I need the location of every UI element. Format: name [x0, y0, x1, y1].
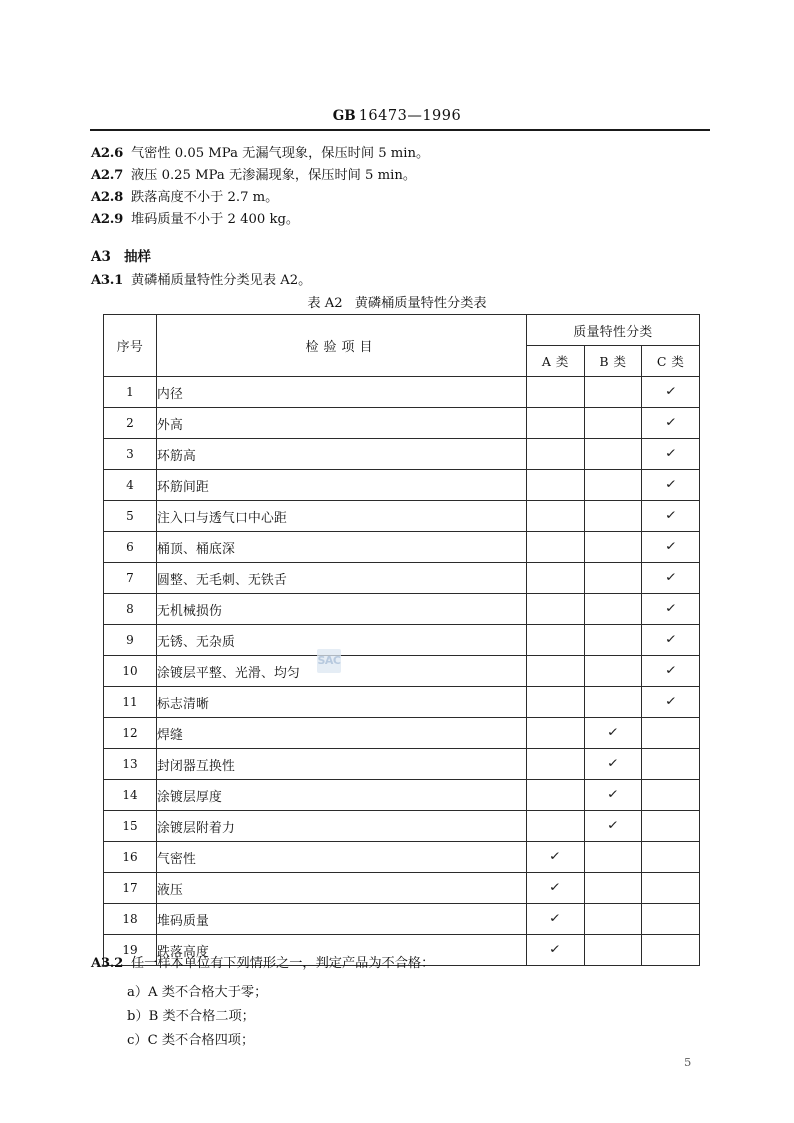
- table-header-row-top: [104, 315, 700, 346]
- column-header-sequence: 序号: [104, 315, 157, 377]
- cell-class-a-mark: [527, 501, 585, 532]
- table-row: [104, 625, 700, 656]
- checkmark-icon: ✓: [549, 879, 562, 894]
- cell-inspection-item: 气密性: [157, 842, 527, 873]
- cell-sequence: 2: [104, 408, 157, 439]
- clause-number: A2.6: [91, 146, 123, 161]
- cell-sequence: 5: [104, 501, 157, 532]
- cell-sequence: 6: [104, 532, 157, 563]
- cell-inspection-item: 桶顶、桶底深: [157, 532, 527, 563]
- cell-inspection-item: 环筋间距: [157, 470, 527, 501]
- cell-class-b-mark: [584, 811, 642, 842]
- cell-class-c-mark: [642, 780, 700, 811]
- clause-number: A2.9: [91, 212, 123, 227]
- cell-sequence: 1: [104, 377, 157, 408]
- checkmark-icon: ✓: [664, 693, 677, 708]
- standard-number: 16473—1996: [358, 108, 462, 124]
- checkmark-icon: ✓: [606, 724, 620, 739]
- cell-class-b-mark: [584, 377, 642, 408]
- column-header-class-group: 质量特性分类: [527, 315, 700, 346]
- cell-class-a-mark: [527, 563, 585, 594]
- cell-class-b-mark: [584, 780, 642, 811]
- cell-class-a-mark: [527, 377, 585, 408]
- cell-class-b-mark: [584, 470, 642, 501]
- cell-class-c-mark: [642, 842, 700, 873]
- cell-sequence: 13: [104, 749, 157, 780]
- subitem-a: a）A 类不合格大于零；: [127, 985, 268, 1000]
- table-row: [104, 718, 700, 749]
- cell-inspection-item: 堆码质量: [157, 904, 527, 935]
- cell-class-a-mark: [527, 842, 585, 873]
- clause-text: 液压 0.25 MPa 无渗漏现象，保压时间 5 min。: [131, 168, 417, 183]
- cell-class-a-mark: [527, 408, 585, 439]
- cell-class-b-mark: [584, 842, 642, 873]
- column-header-inspection-item: 检验项目: [157, 315, 527, 377]
- checkmark-icon: ✓: [664, 383, 677, 398]
- cell-class-b-mark: [584, 935, 642, 966]
- cell-inspection-item: 无锈、无杂质: [157, 625, 527, 656]
- table-row: [104, 904, 700, 935]
- cell-sequence: 3: [104, 439, 157, 470]
- cell-class-b-mark: [584, 408, 642, 439]
- table-caption-label: 表 A2: [307, 296, 343, 311]
- cell-inspection-item: 注入口与透气口中心距: [157, 501, 527, 532]
- cell-class-b-mark: [584, 563, 642, 594]
- clause-number: A3.1: [91, 273, 123, 288]
- header-rule: [90, 129, 710, 131]
- checkmark-icon: ✓: [664, 414, 677, 429]
- clause-text: 气密性 0.05 MPa 无漏气现象，保压时间 5 min。: [131, 146, 430, 161]
- cell-class-c-mark: [642, 687, 700, 718]
- clause-a2-7: [91, 169, 416, 182]
- running-header-standard-id: [0, 108, 794, 124]
- table-row: [104, 501, 700, 532]
- column-header-class-c: C 类: [642, 346, 700, 377]
- cell-sequence: 9: [104, 625, 157, 656]
- sac-watermark-logo: SAC: [317, 649, 341, 673]
- cell-sequence: 15: [104, 811, 157, 842]
- cell-class-c-mark: [642, 470, 700, 501]
- checkmark-icon: ✓: [664, 569, 677, 584]
- table-head: [104, 315, 700, 377]
- quality-characteristics-table: [103, 314, 700, 966]
- cell-class-a-mark: [527, 935, 585, 966]
- cell-class-b-mark: [584, 656, 642, 687]
- cell-class-a-mark: [527, 594, 585, 625]
- checkmark-icon: ✓: [549, 848, 562, 863]
- cell-inspection-item: 涂镀层平整、光滑、均匀: [157, 656, 527, 687]
- table-caption: [0, 292, 794, 311]
- table-caption-title: 黄磷桶质量特性分类表: [354, 296, 487, 311]
- cell-class-c-mark: [642, 656, 700, 687]
- table-row: [104, 811, 700, 842]
- cell-class-a-mark: [527, 439, 585, 470]
- cell-class-a-mark: [527, 470, 585, 501]
- cell-class-c-mark: [642, 718, 700, 749]
- cell-class-a-mark: [527, 749, 585, 780]
- checkmark-icon: ✓: [664, 600, 677, 615]
- table-row: [104, 594, 700, 625]
- table-row: [104, 377, 700, 408]
- cell-class-b-mark: [584, 625, 642, 656]
- cell-sequence: 18: [104, 904, 157, 935]
- cell-inspection-item: 焊缝: [157, 718, 527, 749]
- cell-inspection-item: 环筋高: [157, 439, 527, 470]
- cell-inspection-item: 涂镀层厚度: [157, 780, 527, 811]
- cell-inspection-item: 涂镀层附着力: [157, 811, 527, 842]
- cell-class-b-mark: [584, 749, 642, 780]
- page-number: 5: [684, 1055, 692, 1069]
- cell-class-b-mark: [584, 873, 642, 904]
- column-header-class-b: B 类: [584, 346, 642, 377]
- section-heading-a3: [91, 245, 151, 265]
- cell-class-c-mark: [642, 501, 700, 532]
- clause-a3-1: [91, 274, 311, 287]
- table-row: [104, 408, 700, 439]
- clause-text: 黄磷桶质量特性分类见表 A2。: [131, 273, 312, 288]
- table-row: [104, 687, 700, 718]
- cell-class-c-mark: [642, 408, 700, 439]
- cell-inspection-item: 跌落高度: [157, 935, 527, 966]
- cell-class-c-mark: [642, 439, 700, 470]
- checkmark-icon: ✓: [664, 631, 677, 646]
- table-row: [104, 470, 700, 501]
- section-number: A3: [91, 249, 111, 265]
- table-body: [104, 377, 700, 966]
- cell-sequence: 10: [104, 656, 157, 687]
- cell-class-a-mark: [527, 687, 585, 718]
- checkmark-icon: ✓: [664, 662, 677, 677]
- cell-class-c-mark: [642, 594, 700, 625]
- checkmark-icon: ✓: [664, 445, 677, 460]
- cell-class-a-mark: [527, 904, 585, 935]
- cell-class-b-mark: [584, 718, 642, 749]
- cell-sequence: 11: [104, 687, 157, 718]
- cell-class-b-mark: [584, 501, 642, 532]
- table-row: [104, 532, 700, 563]
- subitem-c: c）C 类不合格四项；: [127, 1033, 255, 1048]
- cell-class-c-mark: [642, 625, 700, 656]
- cell-inspection-item: 外高: [157, 408, 527, 439]
- cell-class-a-mark: [527, 780, 585, 811]
- table-row: [104, 749, 700, 780]
- checkmark-icon: ✓: [664, 476, 677, 491]
- cell-inspection-item: 圆整、无毛刺、无铁舌: [157, 563, 527, 594]
- clause-a2-8: [91, 191, 278, 204]
- cell-class-c-mark: [642, 749, 700, 780]
- cell-class-a-mark: [527, 718, 585, 749]
- cell-class-a-mark: [527, 656, 585, 687]
- cell-class-b-mark: [584, 439, 642, 470]
- cell-sequence: 19: [104, 935, 157, 966]
- cell-class-c-mark: [642, 811, 700, 842]
- cell-sequence: 8: [104, 594, 157, 625]
- cell-class-c-mark: [642, 904, 700, 935]
- cell-class-c-mark: [642, 873, 700, 904]
- checkmark-icon: ✓: [664, 538, 677, 553]
- checkmark-icon: ✓: [606, 817, 620, 832]
- cell-class-c-mark: [642, 532, 700, 563]
- cell-inspection-item: 液压: [157, 873, 527, 904]
- cell-class-a-mark: [527, 625, 585, 656]
- table-row: [104, 439, 700, 470]
- clause-number: A2.7: [91, 168, 123, 183]
- cell-class-c-mark: [642, 563, 700, 594]
- checkmark-icon: ✓: [664, 507, 677, 522]
- cell-class-a-mark: [527, 811, 585, 842]
- section-title: 抽样: [124, 249, 151, 265]
- cell-sequence: 16: [104, 842, 157, 873]
- clause-a3-2: [91, 957, 434, 970]
- checkmark-icon: ✓: [549, 910, 562, 925]
- cell-class-c-mark: [642, 935, 700, 966]
- clause-number: A2.8: [91, 190, 123, 205]
- clause-a2-6: [91, 147, 429, 160]
- cell-inspection-item: 无机械损伤: [157, 594, 527, 625]
- cell-class-b-mark: [584, 594, 642, 625]
- standard-prefix: GB: [332, 108, 356, 124]
- cell-sequence: 4: [104, 470, 157, 501]
- clause-a2-9: [91, 213, 299, 226]
- table-row: [104, 780, 700, 811]
- clause-text: 堆码质量不小于 2 400 kg。: [131, 212, 300, 227]
- table-row: [104, 842, 700, 873]
- clause-text: 跌落高度不小于 2.7 m。: [131, 190, 279, 205]
- checkmark-icon: ✓: [549, 941, 562, 956]
- subitem-b: b）B 类不合格二项；: [127, 1009, 255, 1024]
- cell-sequence: 14: [104, 780, 157, 811]
- cell-sequence: 17: [104, 873, 157, 904]
- cell-inspection-item: 封闭器互换性: [157, 749, 527, 780]
- clause-number: A3.2: [91, 956, 123, 971]
- cell-inspection-item: 标志清晰: [157, 687, 527, 718]
- clause-text: 任一样本单位有下列情形之一，判定产品为不合格：: [131, 956, 435, 971]
- table-row: [104, 656, 700, 687]
- cell-class-b-mark: [584, 532, 642, 563]
- table-row: [104, 563, 700, 594]
- cell-class-b-mark: [584, 687, 642, 718]
- cell-sequence: 7: [104, 563, 157, 594]
- cell-sequence: 12: [104, 718, 157, 749]
- column-header-class-a: A 类: [527, 346, 585, 377]
- cell-class-b-mark: [584, 904, 642, 935]
- checkmark-icon: ✓: [606, 755, 620, 770]
- cell-class-a-mark: [527, 532, 585, 563]
- cell-class-c-mark: [642, 377, 700, 408]
- cell-class-a-mark: [527, 873, 585, 904]
- table-row: [104, 873, 700, 904]
- cell-inspection-item: 内径: [157, 377, 527, 408]
- checkmark-icon: ✓: [606, 786, 620, 801]
